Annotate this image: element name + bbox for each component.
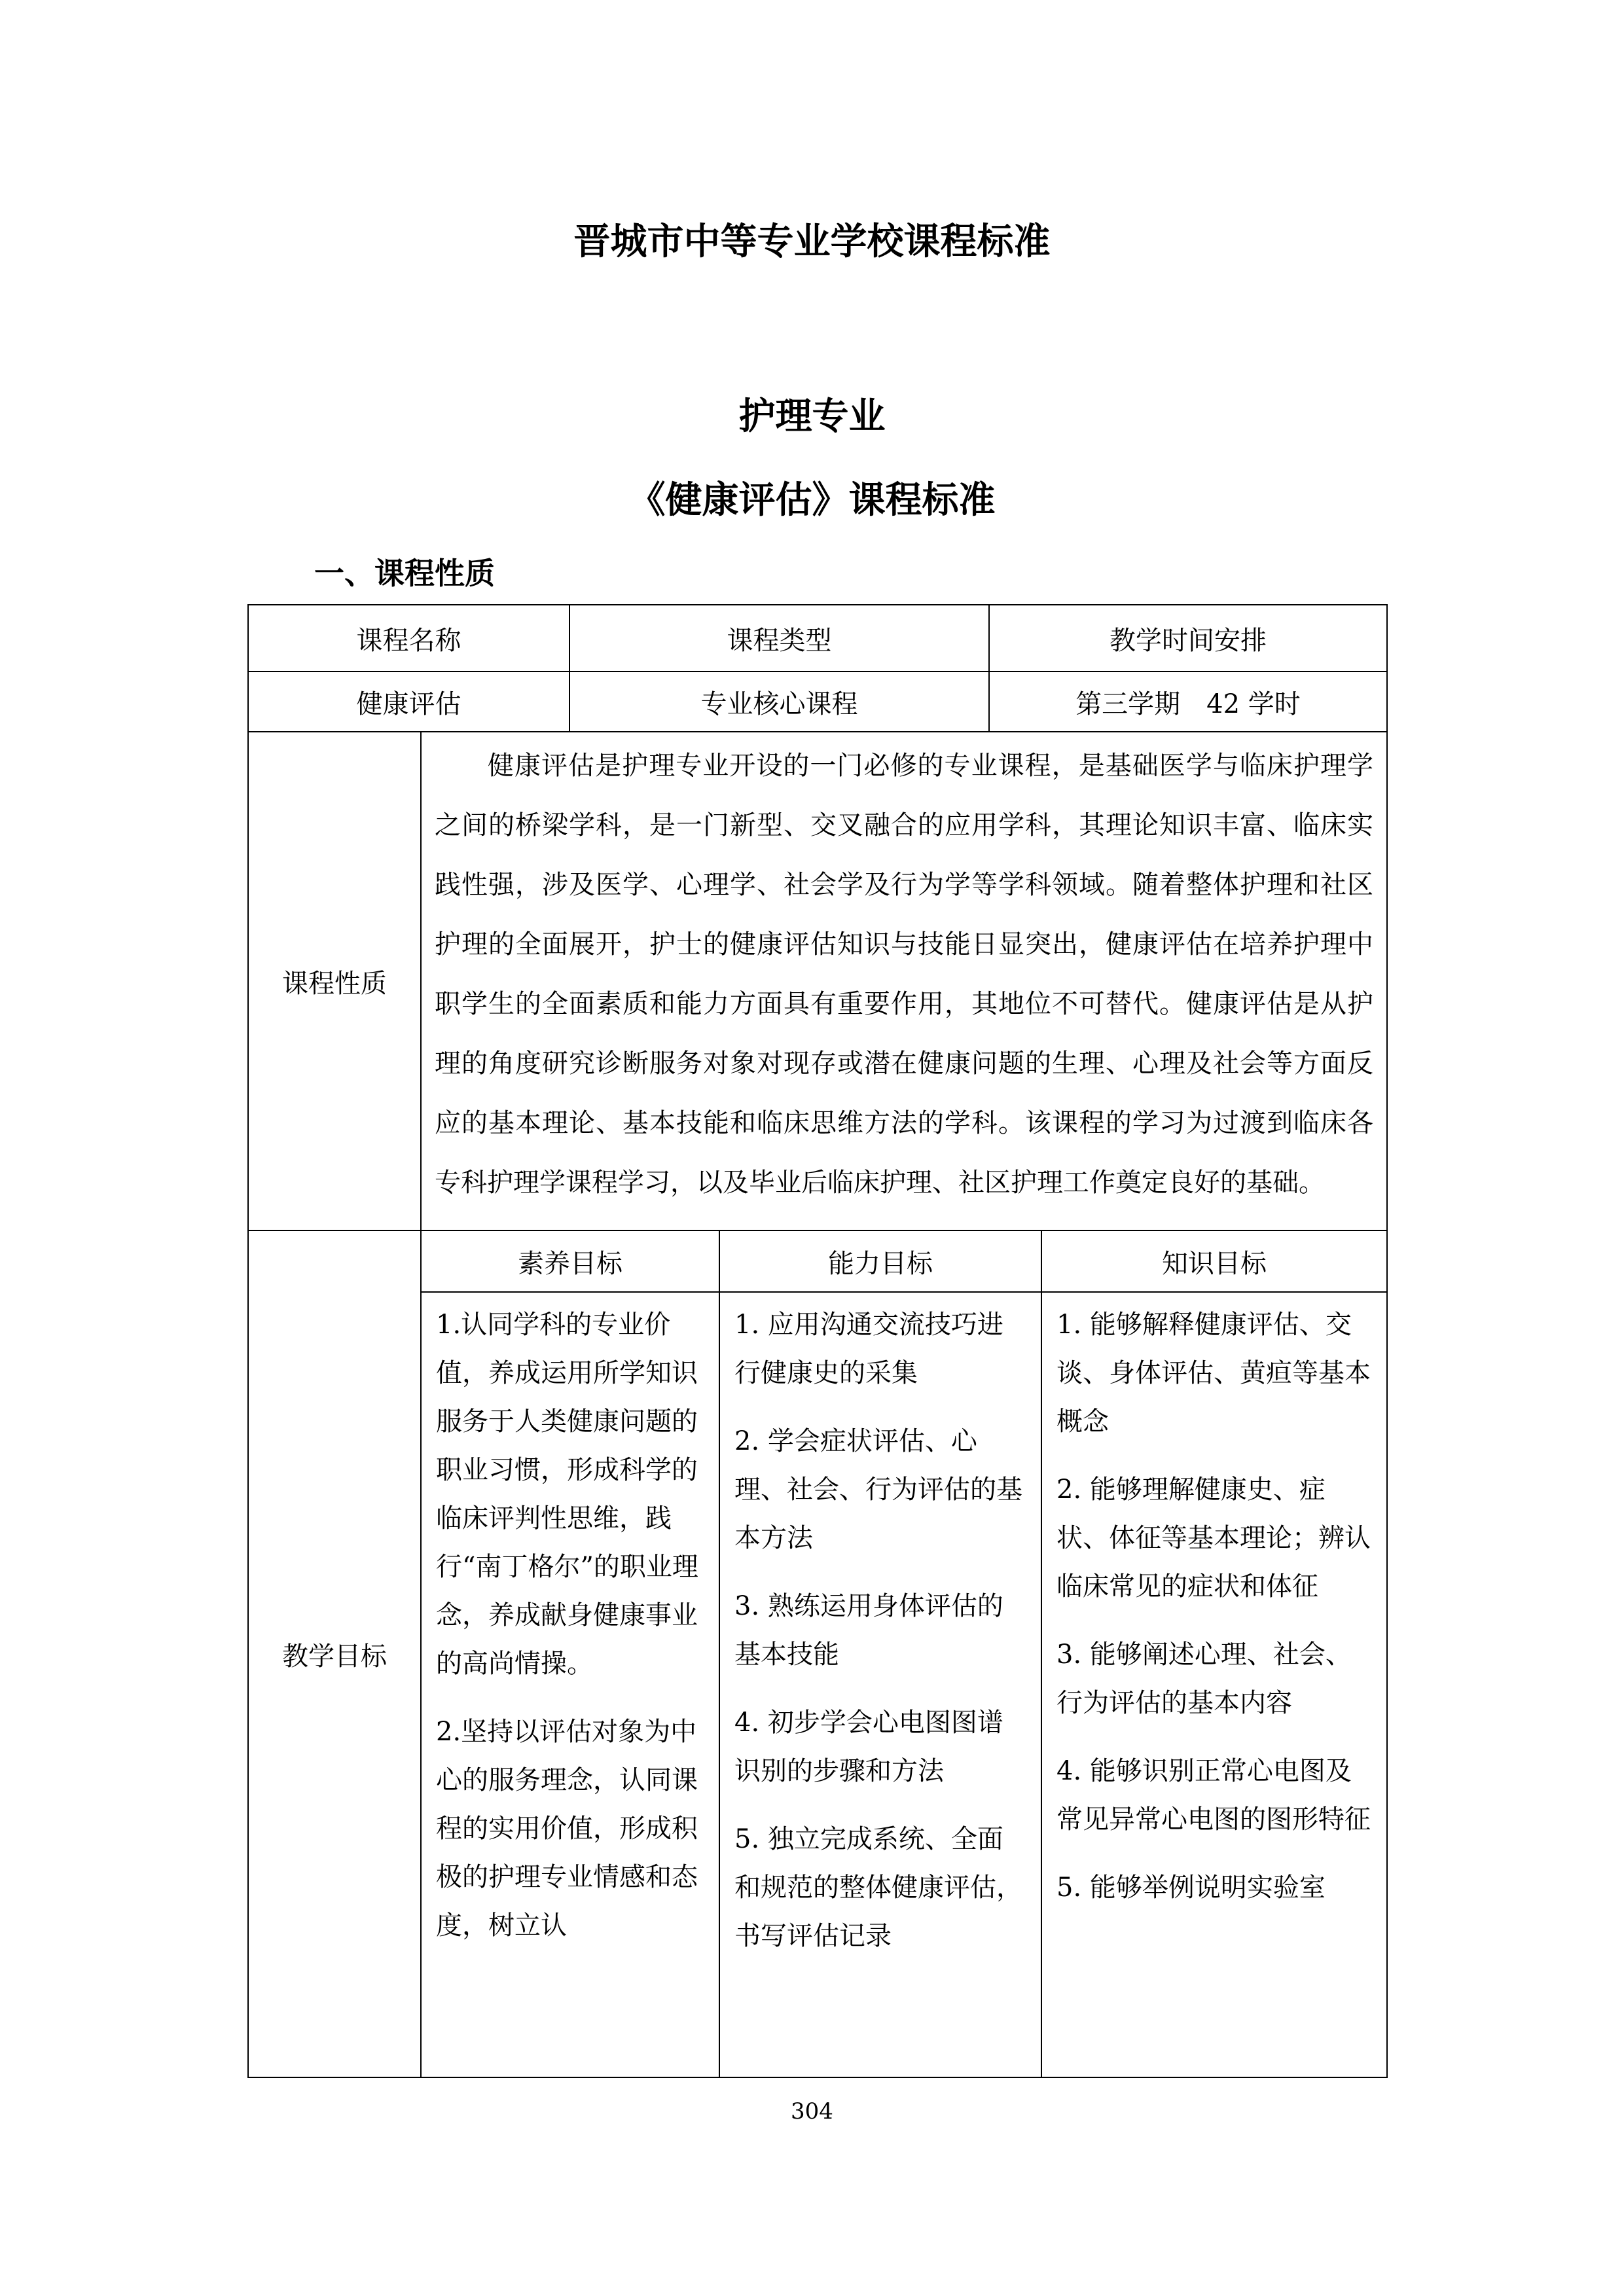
knowledge-goal-item: 3. 能够阐述心理、社会、行为评估的基本内容 xyxy=(1056,1640,1352,1718)
label-teaching-goals: 教学目标 xyxy=(247,1230,422,2078)
literacy-goal-item: 1.认同学科的专业价值，养成运用所学知识服务于人类健康问题的职业习惯，形成科学的临床评判性思维，践行“南丁格尔”的职业理念，养成献身健康事业的高尚情操。 xyxy=(436,1310,698,1679)
knowledge-goal-item: 1. 能够解释健康评估、交谈、身体评估、黄疸等基本概念 xyxy=(1056,1310,1371,1437)
value-schedule: 第三学期 42 学时 xyxy=(988,671,1388,732)
ability-goal-item: 1. 应用沟通交流技巧进行健康史的采集 xyxy=(734,1310,1003,1388)
literacy-goal-item: 2.坚持以评估对象为中心的服务理念，认同课程的实用价值，形成积极的护理专业情感和态度，树立认 xyxy=(436,1717,698,1941)
header-literacy-goals: 素养目标 xyxy=(420,1230,720,1293)
ability-goal-item: 5. 独立完成系统、全面和规范的整体健康评估，书写评估记录 xyxy=(734,1824,1022,1951)
label-course-nature: 课程性质 xyxy=(247,731,422,1231)
literacy-goals-list xyxy=(420,1291,720,2078)
ability-goal-item: 2. 学会症状评估、心理、社会、行为评估的基本方法 xyxy=(734,1426,1022,1553)
header-knowledge-goals: 知识目标 xyxy=(1041,1230,1388,1293)
ability-goal-item: 4. 初步学会心电图图谱识别的步骤和方法 xyxy=(734,1708,1003,1786)
header-schedule: 教学时间安排 xyxy=(988,604,1388,672)
course-nature-text: 健康评估是护理专业开设的一门必修的专业课程，是基础医学与临床护理学之间的桥梁学科，是一门新型、交叉融合的应用学科，其理论知识丰富、临床实践性强，涉及医学、心理学、社会学及行为学等学科领域。随着整体护理和社区护理的全面展开，护士的健康评估知识与技能日显突出，健康评估在培养护理中职学生的全面素质和能力方面具有重要作用，其地位不可替代。健康评估是从护理的角度研究诊断服务对象对现存或潜在健康问题的生理、心理及社会等方面反应的基本理论、基本技能和临床思维方法的学科。该课程的学习为过渡到临床各专科护理学课程学习，以及毕业后临床护理、社区护理工作奠定良好的基础。 xyxy=(420,731,1388,1231)
header-course-name: 课程名称 xyxy=(247,604,570,672)
value-course-type: 专业核心课程 xyxy=(569,671,990,732)
course-standard-table xyxy=(247,604,1388,2078)
value-course-name: 健康评估 xyxy=(247,671,570,732)
knowledge-goal-item: 5. 能够举例说明实验室 xyxy=(1056,1873,1326,1903)
ability-goal-item: 3. 熟练运用身体评估的基本技能 xyxy=(734,1591,1003,1670)
course-title: 《健康评估》课程标准 xyxy=(628,479,996,522)
knowledge-goal-item: 2. 能够理解健康史、症状、体征等基本理论；辨认临床常见的症状和体征 xyxy=(1056,1475,1371,1602)
header-course-type: 课程类型 xyxy=(569,604,990,672)
major-title: 护理专业 xyxy=(738,395,886,438)
knowledge-goals-list xyxy=(1041,1291,1388,2078)
section-heading-course-nature: 一、课程性质 xyxy=(314,556,495,591)
ability-goals-list xyxy=(719,1291,1042,2078)
page-number: 304 xyxy=(791,2098,833,2125)
knowledge-goal-item: 4. 能够识别正常心电图及常见异常心电图的图形特征 xyxy=(1056,1756,1371,1835)
header-ability-goals: 能力目标 xyxy=(719,1230,1042,1293)
document-title: 晋城市中等专业学校课程标准 xyxy=(573,221,1051,263)
